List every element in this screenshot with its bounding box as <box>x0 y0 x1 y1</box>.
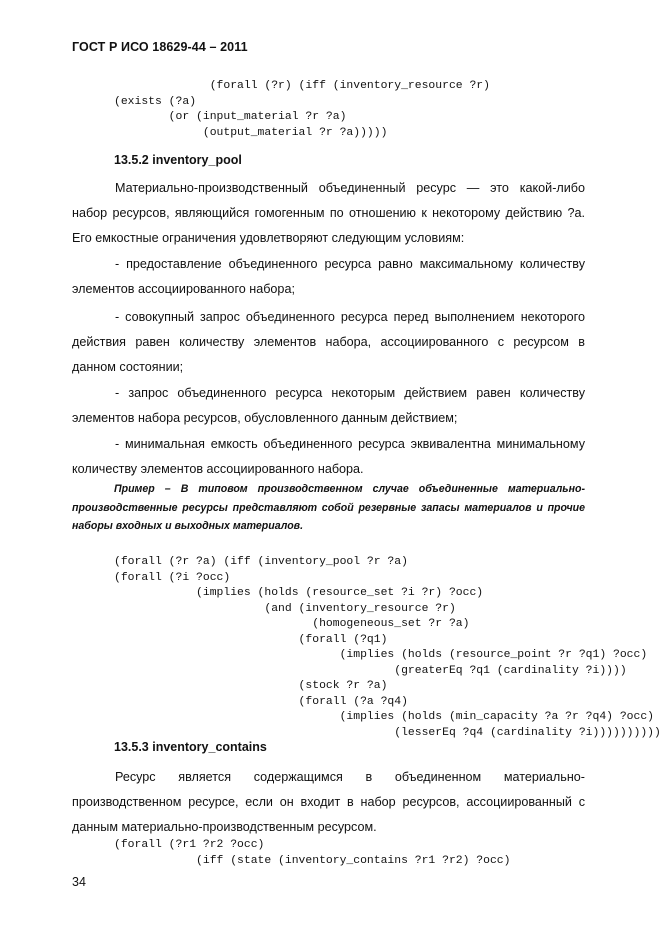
paragraph-intro: Материально-производственный объединенный ресурс — это какой-либо набор ресурсов, являющийся гомогенным по отношению к некоторому действию ?a. Его емкостные ограничения удовлетворяют следующим условиям: <box>72 181 585 245</box>
page-number: 34 <box>72 875 86 889</box>
list-item: - минимальная емкость объединенного ресурса эквивалентна минимальному количеству элементов ассоциированного набора. <box>72 437 585 476</box>
code-block-inventory-contains: (forall (?r1 ?r2 ?occ) (iff (state (inventory_contains ?r1 ?r2) ?occ) <box>114 839 511 867</box>
list-item: - совокупный запрос объединенного ресурса перед выполнением некоторого действия равен количеству элементов набора, ассоциированного с ресурсом в данном состоянии; <box>72 310 585 374</box>
code-block-inventory-pool: (forall (?r ?a) (iff (inventory_pool ?r ?a) (forall (?i ?occ) (implies (holds (resource_set ?i ?r) ?occ) (and (inventory_resource ?r) (homogeneous_set ?r ?a) (forall (?q1) (implies (holds (resource_point ?r ?q1) ?occ) (greaterEq ?q1 (cardinality ?i)))) (stock ?r ?a) (forall (?a ?q4) (implies (holds (min_capacity ?a ?r ?q4) ?occ) (lesserEq ?q4 (cardinality ?i)))))))))) <box>114 556 661 739</box>
section-heading-inventory-contains: 13.5.3 inventory_contains <box>114 740 267 754</box>
document-header: ГОСТ Р ИСО 18629-44 – 2011 <box>72 40 248 54</box>
example-note: Пример – В типовом производственном случае объединенные материально-производственные ресурсы представляют собой резервные запасы материалов и прочие наборы входных и выходных материалов. <box>72 483 585 532</box>
code-block-top: (forall (?r) (iff (inventory_resource ?r) (exists (?a) (or (input_material ?r ?a) (output_material ?r ?a))))) <box>114 80 490 139</box>
list-item: - запрос объединенного ресурса некоторым действием равен количеству элементов набора ресурсов, обусловленного данным действием; <box>72 386 585 425</box>
paragraph-inventory-contains: Ресурс является содержащимся в объединенном материально-производственном ресурсе, если он входит в набор ресурсов, ассоциированный с данным материально-производственным ресурсом. <box>72 770 585 834</box>
list-item: - предоставление объединенного ресурса равно максимальному количеству элементов ассоциированного набора; <box>72 257 585 296</box>
section-heading-inventory-pool: 13.5.2 inventory_pool <box>114 153 242 167</box>
